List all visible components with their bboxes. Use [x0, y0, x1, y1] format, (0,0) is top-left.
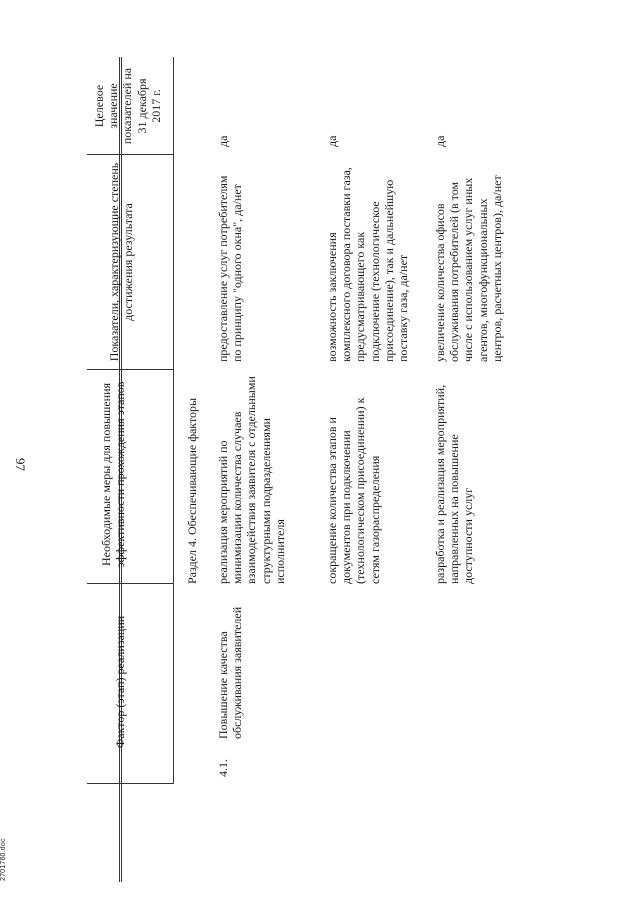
rotated-table-page	[87, 57, 640, 882]
item-number: 4.1.	[216, 759, 230, 777]
row-1-target: да	[216, 135, 230, 147]
header-measures: Необходимые меры для повышения эффективности прохождения этапов	[99, 381, 128, 568]
header-col-sep-1	[87, 583, 173, 584]
header-indicators: Показатели, характеризующие степень достижения результата	[107, 162, 136, 362]
row-1-measure: реализация мероприятий по минимизации количества случаев взаимодействия заявителя с отдельными структурными подразделениями исполнителя	[216, 376, 287, 584]
header-factor: Фактор (этап) реализации	[113, 615, 127, 749]
header-col-sep-2	[87, 369, 173, 370]
row-2-measure: сокращение количества этапов и документов при подключении (технологическом присоединении) к сетям газораспределения	[325, 397, 382, 584]
row-3-indicator: увеличение количества офисов обслуживания потребителей (в том числе с использованием услуг иных агентов, многофункциональных центров, расчетных центров), да/нет	[433, 175, 504, 362]
factor-text: Повышение качества обслуживания заявителей	[216, 606, 245, 739]
section-title: Раздел 4. Обеспечивающие факторы	[185, 397, 199, 584]
header-bottom-line	[173, 57, 174, 784]
row-2-indicator: возможность заключения комплексного договора поставки газа, предусматривающего как подключение (технологическое присоединение), так и дальнейшую поставку газа, да/нет	[325, 167, 411, 362]
row-3-measure: разработка и реализация мероприятий, направленных на повышение доступности услуг	[433, 384, 476, 584]
row-3-target: да	[433, 135, 447, 147]
page-number: 97	[13, 458, 28, 471]
header-col-sep-3	[87, 154, 173, 155]
header-target: Целевое значение показателей на 31 декабря 2017 г.	[92, 67, 163, 145]
document-id: 2701760.doc	[0, 838, 7, 881]
row-2-target: да	[325, 135, 339, 147]
row-1-indicator: предоставление услуг потребителям по принципу "одного окна", да/нет	[216, 175, 245, 362]
table-left-edge	[87, 783, 173, 784]
